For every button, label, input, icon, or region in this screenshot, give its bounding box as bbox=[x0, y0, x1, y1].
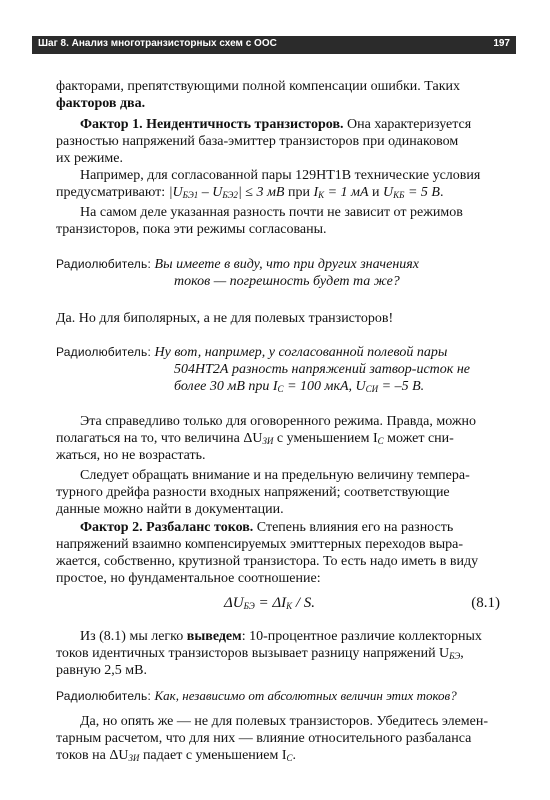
text-span: I bbox=[313, 185, 319, 200]
factor1-paragraph bbox=[56, 116, 512, 167]
text-line: жается, собственно, крутизной транзистора. То есть надо иметь в виду bbox=[56, 554, 479, 569]
text-line: факторов два. bbox=[56, 96, 146, 111]
text-span: – U bbox=[198, 185, 223, 200]
result-paragraph bbox=[56, 628, 512, 679]
text-line: равную 2,5 мВ. bbox=[56, 663, 147, 678]
spec-line bbox=[56, 184, 512, 203]
factor1-heading: Фактор 1. Неидентичность транзисторов. bbox=[80, 117, 344, 132]
text-span: = –5 В. bbox=[378, 379, 425, 394]
example-paragraph bbox=[56, 167, 512, 203]
text-span: = 5 В bbox=[404, 185, 440, 200]
final-paragraph bbox=[56, 713, 512, 764]
text-span: : 10-процентное различие коллекторных bbox=[241, 629, 482, 644]
subscript: С bbox=[377, 436, 384, 446]
dialog-text: Вы имеете в виду, что при других значениях bbox=[154, 257, 419, 272]
text-span: Степень влияния его на разность bbox=[253, 520, 454, 535]
text-line: Да, но опять же — не для полевых транзисторов. Убедитесь элемен- bbox=[80, 714, 489, 729]
text-span: при bbox=[284, 185, 314, 200]
factor2-heading: Фактор 2. Разбаланс токов. bbox=[80, 520, 254, 535]
mode-paragraph bbox=[56, 413, 512, 464]
equation-8-1 bbox=[56, 595, 512, 615]
text-line: разностью напряжений база-эмиттер транзисторов при одинаковом bbox=[56, 134, 459, 149]
text-line: Да. Но для биполярных, а не для полевых транзисторов! bbox=[56, 311, 394, 326]
subscript: С bbox=[277, 384, 284, 394]
text-line: транзисторов, пока эти режимы согласованы. bbox=[56, 222, 327, 237]
text-span: и bbox=[368, 185, 384, 200]
text-span: . bbox=[292, 748, 297, 763]
chapter-title: Шаг 8. Анализ многотранзисторных схем с ООС bbox=[38, 38, 277, 49]
text-span: , bbox=[460, 646, 464, 661]
text-span: с уменьшением I bbox=[273, 431, 378, 446]
subscript: С bbox=[286, 753, 293, 763]
text-span: падает с уменьшением I bbox=[139, 748, 287, 763]
text-span: U bbox=[383, 185, 394, 200]
speaker-label: Радиолюбитель: bbox=[56, 345, 155, 359]
text-span: полагаться на то, что величина ΔU bbox=[56, 431, 263, 446]
text-span: может сни- bbox=[383, 431, 454, 446]
equation-number: (8.1) bbox=[471, 595, 500, 611]
dialog-text: 504НТ2А разность напряжений затвор-исток не bbox=[174, 362, 470, 377]
text-line: факторами, препятствующими полной компенсации ошибки. Таких bbox=[56, 79, 461, 94]
text-line: Эта справедливо только для оговоренного режима. Правда, можно bbox=[80, 414, 477, 429]
subscript: БЭ bbox=[243, 601, 255, 611]
answer-1 bbox=[56, 310, 512, 327]
spec-formula bbox=[169, 185, 285, 200]
text-span: токов идентичных транзисторов вызывает разницу напряжений U bbox=[56, 646, 450, 661]
text-line: напряжений взаимно компенсируемых эмиттерных переходов выра- bbox=[56, 537, 464, 552]
text-span: токов на ΔU bbox=[56, 748, 129, 763]
factor2-paragraph bbox=[56, 519, 512, 587]
text-span: = 100 мкА, U bbox=[283, 379, 366, 394]
text-line: их режиме. bbox=[56, 151, 123, 166]
text-line: Например, для согласованной пары 129НТ1В технические условия bbox=[80, 168, 481, 183]
subscript: К bbox=[286, 601, 293, 611]
dialog-1 bbox=[56, 256, 512, 290]
text-span: предусматривают: bbox=[56, 185, 169, 200]
dialog-2 bbox=[56, 344, 512, 395]
text-line: простое, но фундаментальное соотношение: bbox=[56, 571, 321, 586]
dialog-text: Ну вот, например, у согласованной полевой пары bbox=[154, 345, 448, 360]
text-line: тарным расчетом, что для них — влияние относительного разбаланса bbox=[56, 731, 472, 746]
subscript: ЗИ bbox=[262, 436, 274, 446]
subscript: БЭ1 bbox=[182, 190, 199, 200]
text-span: = ΔI bbox=[254, 595, 287, 611]
speaker-label: Радиолюбитель: bbox=[56, 257, 155, 271]
dialog-text: Как, независимо от абсолютных величин этих токов? bbox=[154, 688, 457, 703]
text-line: турного дрейфа разности входных напряжений; соответствующие bbox=[56, 485, 450, 500]
subscript: БЭ2 bbox=[222, 190, 238, 200]
text-line: Следует обращать внимание и на предельную величину темпера- bbox=[80, 468, 470, 483]
drift-paragraph bbox=[56, 467, 512, 518]
text-span: / S. bbox=[292, 595, 316, 611]
subscript: БЭ bbox=[449, 651, 461, 661]
text-span: |U bbox=[168, 185, 183, 200]
subscript: ЗИ bbox=[128, 753, 140, 763]
text-span: . bbox=[439, 185, 444, 200]
text-span: = 1 мА bbox=[324, 185, 369, 200]
text-span: выведем bbox=[186, 629, 242, 644]
text-line: данные можно найти в документации. bbox=[56, 502, 284, 517]
dialog-text: токов — погрешность будет та же? bbox=[174, 274, 400, 289]
text-span: более 30 мВ при I bbox=[174, 379, 278, 394]
text-span: | ≤ 3 мВ bbox=[237, 185, 285, 200]
intro-paragraph bbox=[56, 78, 512, 112]
equation-body bbox=[224, 595, 315, 612]
reality-paragraph bbox=[56, 204, 512, 238]
subscript: СИ bbox=[365, 384, 379, 394]
text-span: Она характеризуется bbox=[343, 117, 472, 132]
text-span: ΔU bbox=[224, 595, 244, 611]
text-line: жаться, но не возрастать. bbox=[56, 448, 206, 463]
dialog-3 bbox=[56, 687, 512, 704]
speaker-label: Радиолюбитель: bbox=[56, 689, 155, 703]
subscript: К bbox=[318, 190, 325, 200]
text-span: Из (8.1) мы легко bbox=[80, 629, 187, 644]
page-number: 197 bbox=[493, 38, 510, 49]
running-header bbox=[32, 36, 516, 54]
text-line: На самом деле указанная разность почти не зависит от режимов bbox=[80, 205, 463, 220]
subscript: КБ bbox=[393, 190, 405, 200]
